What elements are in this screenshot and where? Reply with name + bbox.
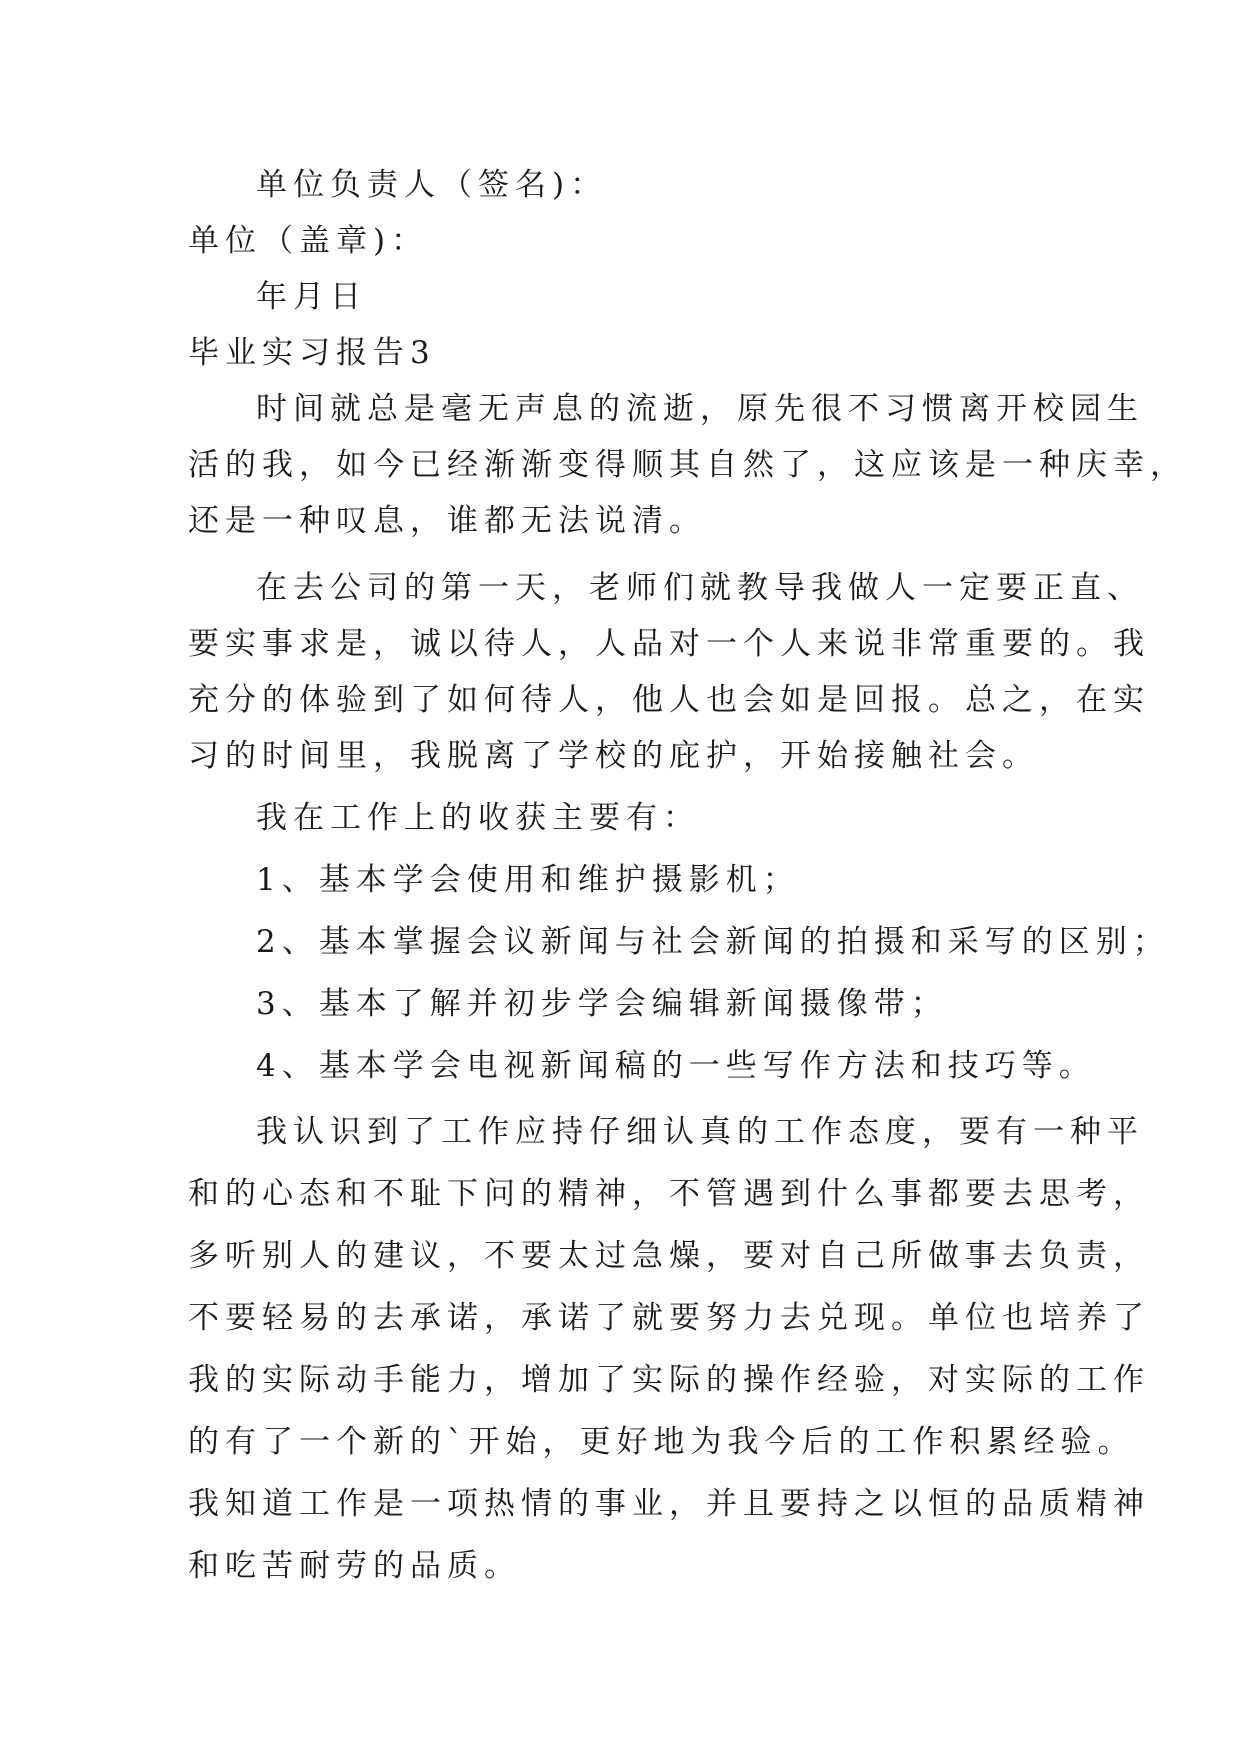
date-line: 年月日 xyxy=(256,279,367,315)
section-title: 毕业实习报告3 xyxy=(188,335,436,371)
paragraph-line: 还是一种叹息，谁都无法说清。 xyxy=(188,503,706,539)
paragraph-line: 不要轻易的去承诺，承诺了就要努力去兑现。单位也培养了 xyxy=(188,1300,1150,1336)
paragraph-line: 习的时间里，我脱离了学校的庇护，开始接触社会。 xyxy=(188,738,1039,774)
paragraph-line: 要实事求是，诚以待人，人品对一个人来说非常重要的。我 xyxy=(188,626,1150,662)
paragraph-line: 的有了一个新的`开始，更好地为我今后的工作积累经验。 xyxy=(188,1424,1135,1460)
paragraph-line: 我知道工作是一项热情的事业，并且要持之以恒的品质精神 xyxy=(188,1486,1150,1522)
list-item: 2、基本掌握会议新闻与社会新闻的拍摄和采写的区别； xyxy=(256,924,1170,960)
paragraph-line: 我的实际动手能力，增加了实际的操作经验，对实际的工作 xyxy=(188,1362,1150,1398)
paragraph-line: 在去公司的第一天，老师们就教导我做人一定要正直、 xyxy=(256,570,1144,606)
paragraph-line: 充分的体验到了如何待人，他人也会如是回报。总之，在实 xyxy=(188,682,1150,718)
paragraph-line: 和的心态和不耻下问的精神，不管遇到什么事都要去思考， xyxy=(188,1176,1150,1212)
list-item: 1、基本学会使用和维护摄影机； xyxy=(256,862,800,898)
paragraph-line: 活的我，如今已经渐渐变得顺其自然了，这应该是一种庆幸， xyxy=(188,447,1187,483)
paragraph-line: 和吃苦耐劳的品质。 xyxy=(188,1548,521,1584)
signature-line: 单位负责人（签名)： xyxy=(256,167,608,203)
list-item: 3、基本了解并初步学会编辑新闻摄像带； xyxy=(256,986,948,1022)
stamp-line: 单位（盖章)： xyxy=(188,223,429,259)
paragraph-line: 我认识到了工作应持仔细认真的工作态度，要有一种平 xyxy=(256,1114,1144,1150)
list-item: 4、基本学会电视新闻稿的一些写作方法和技巧等。 xyxy=(256,1048,1096,1084)
paragraph-line: 我在工作上的收获主要有： xyxy=(256,800,700,836)
paragraph-line: 多听别人的建议，不要太过急燥，要对自己所做事去负责， xyxy=(188,1238,1150,1274)
paragraph-line: 时间就总是毫无声息的流逝，原先很不习惯离开校园生 xyxy=(256,391,1144,427)
